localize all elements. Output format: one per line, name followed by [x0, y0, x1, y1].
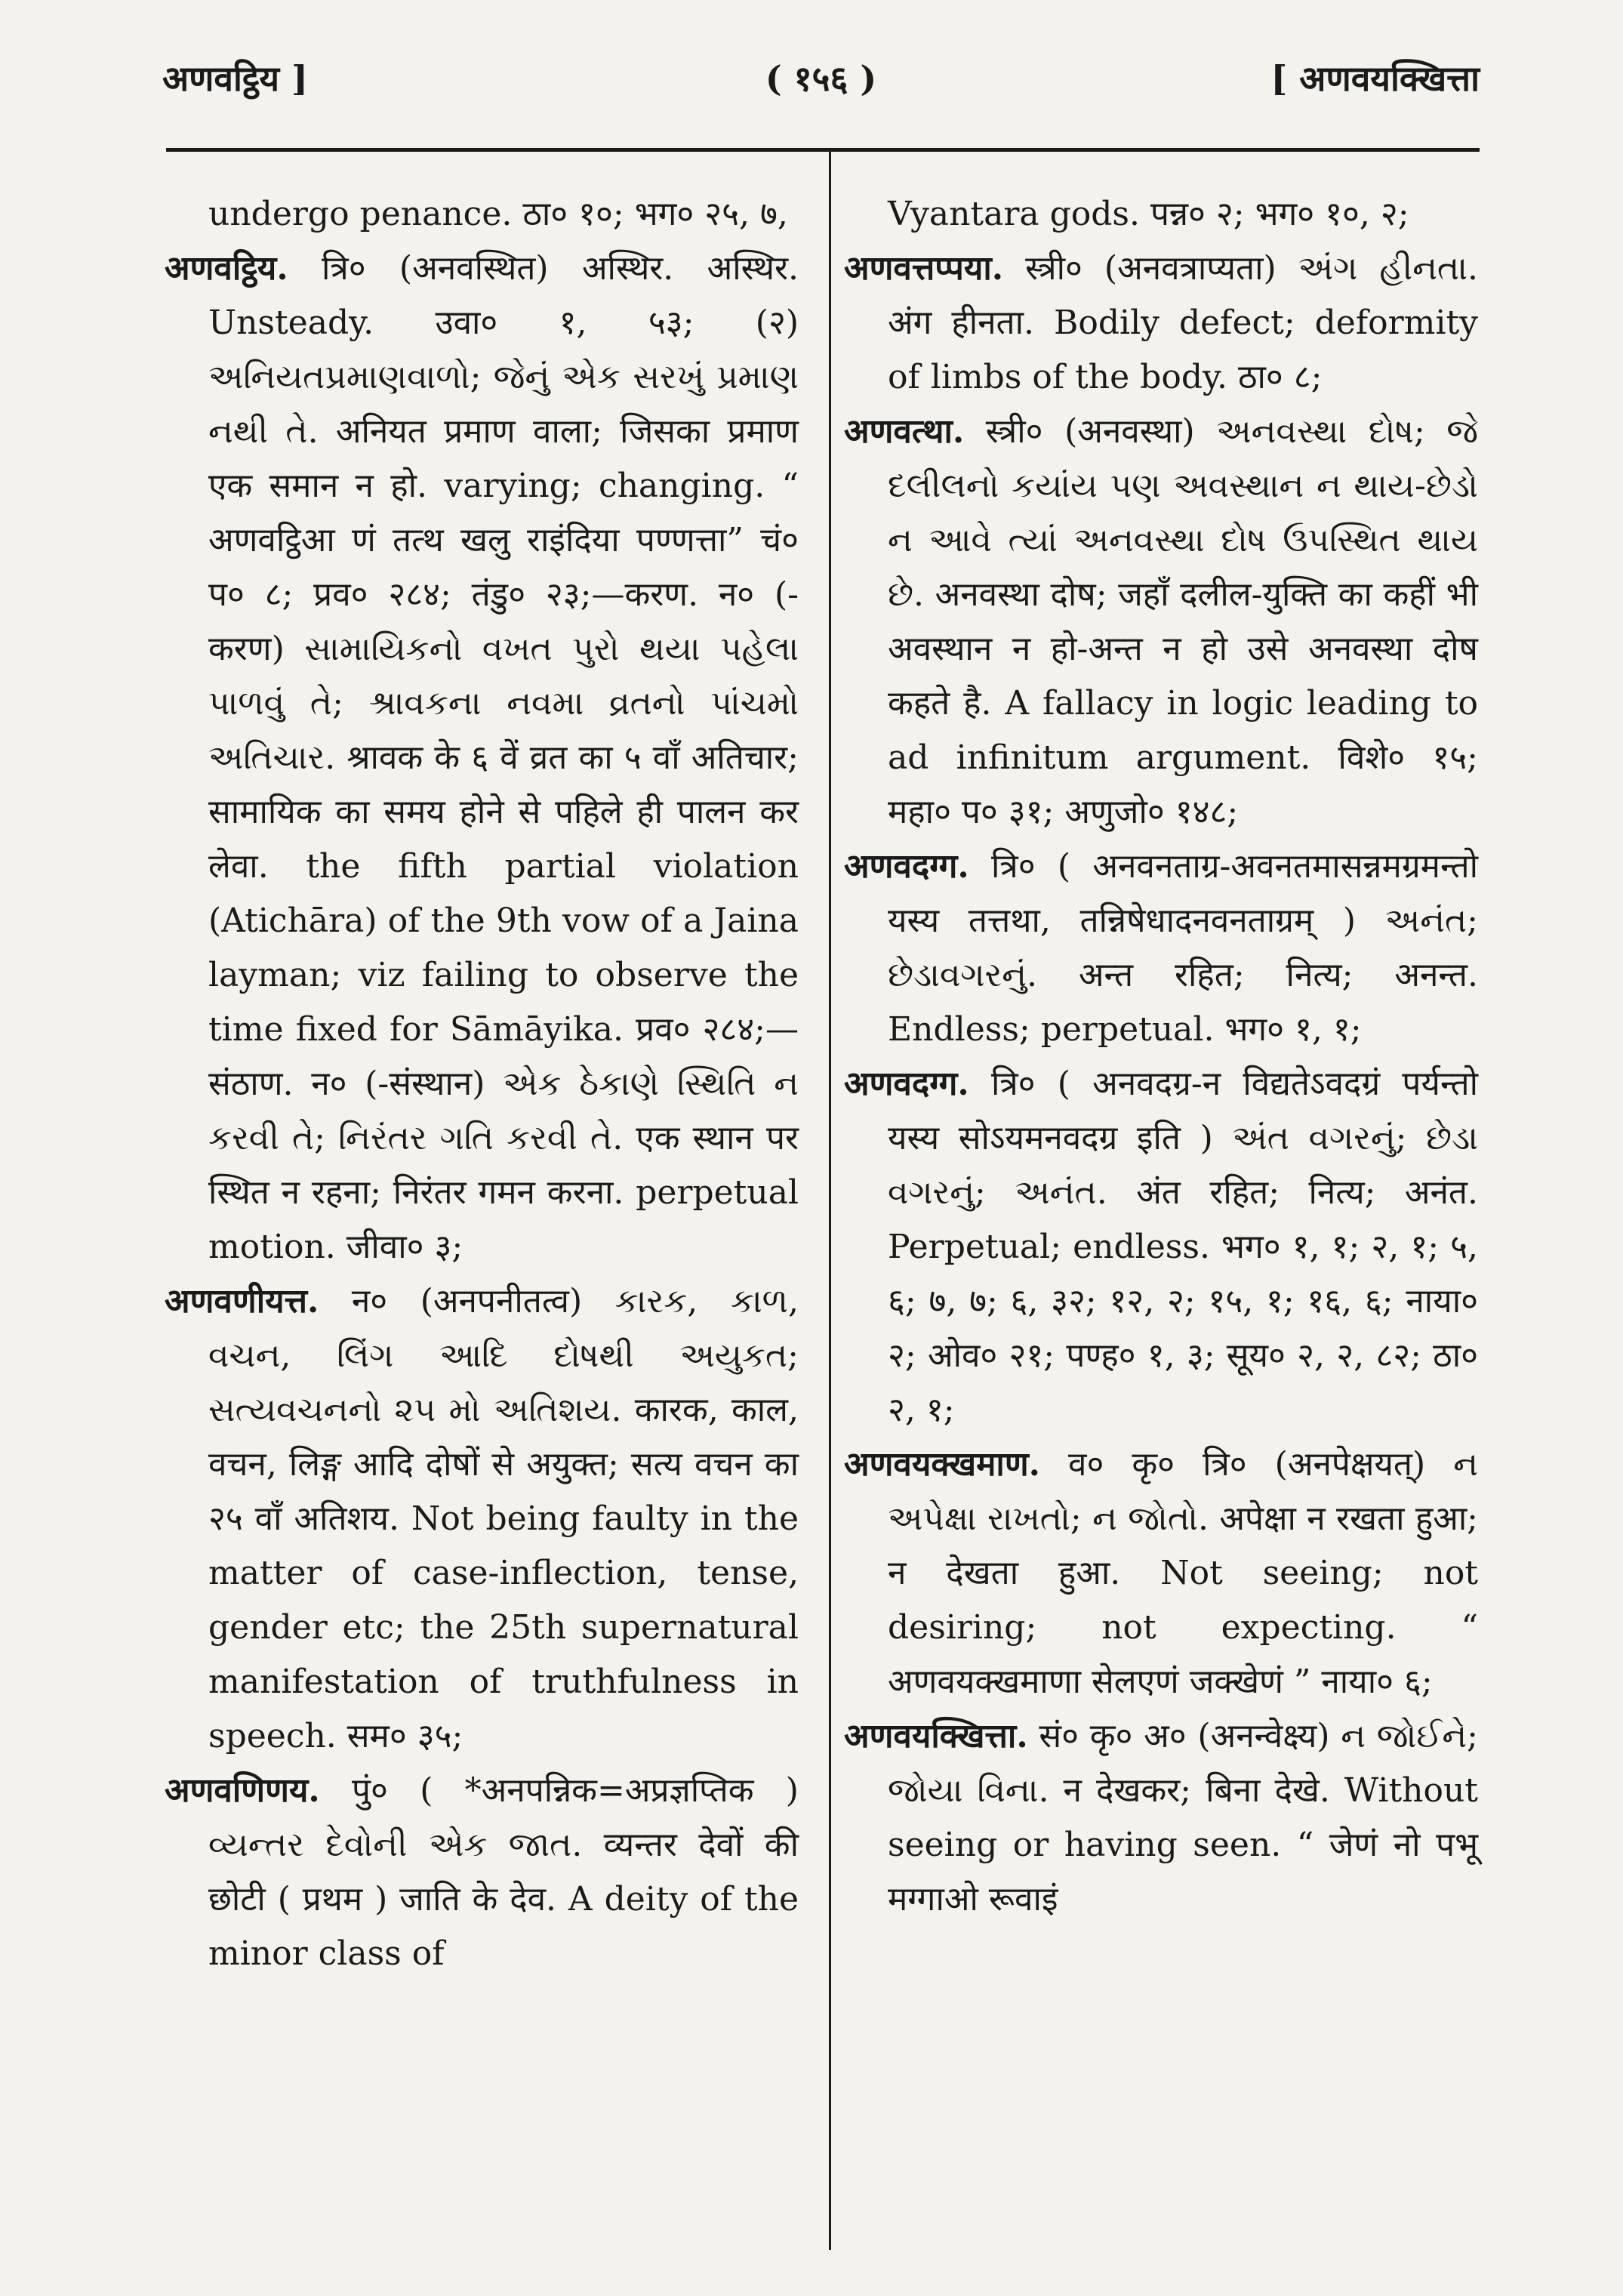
- header-right-guideword: [ अणवयक्खित्ता: [1270, 58, 1480, 99]
- left-column: [165, 187, 799, 1981]
- entry-continuation: undergo penance. ठा० १०; भग० २५, ७,: [208, 195, 788, 233]
- entry-headword: अणवत्तप्पया.: [844, 249, 1004, 288]
- entry-definition: स्त्री० (अनवस्था) અનવસ્થા દોષ; જે દલીલનો કયાંય પણ અવસ્થાન ન થાય-છેડો ન આવે ત્યાં અનવસ્થા દોષ ઉપસ્થિત થાય છે. अनवस्था दोष; जहाँ दलील-युक्ति का कहीं भी अवस्थान न हो-अन्त न हो उसे अनवस्था दोष कहते है. A fallacy in logic leading to ad infinitum argument. विशे० १५; महा० प० ३१; अणुजो० १४८;: [888, 412, 1478, 831]
- entry-definition: न० (अनपनीतत्व) કારક, કાળ, વચન, લિંગ આદિ દોષથી અયુકત; સત્યવચનનો ૨૫ મો અતિશય. कारक, काल, वचन, लिङ्ग आदि दोषों से अयुक्त; सत्य वचन का २५ वाँ अतिशय. Not being faulty in the matter of case-inflection, tense, gender etc; the 25th supernatural manifestation of truthfulness in speech. सम० ३५;: [208, 1282, 799, 1755]
- entry-continuation: Vyantara gods. पन्न० २; भग० १०, २;: [888, 195, 1409, 233]
- entry-headword: अणवत्था.: [844, 412, 965, 451]
- dictionary-entry: [844, 1709, 1478, 1927]
- entry-definition: व० कृ० त्रि० (अनपेक्षयत्) ન અપેક્ષા રાખતો; ન જોતો. अपेक्षा न रखता हुआ; न देखता हुआ. Not seeing; not desiring; not expecting. “ अणवयक्खमाणा सेलएणं जक्खेणं ” नाया० ६;: [888, 1445, 1478, 1701]
- entry-definition: पुं० ( *अनपन्निक=अप्रज्ञप्तिक ) વ્યન્તર દેવોની એક જાત. व्यन्तर देवों की छोटी ( प्रथम ) जाति के देव. A deity of the minor class of: [208, 1771, 799, 1973]
- header-rule: [166, 148, 1480, 152]
- entry-headword: अणवट्ठिय.: [165, 249, 288, 288]
- entry-headword: अणवयक्खित्ता.: [844, 1717, 1028, 1755]
- page-header: [162, 54, 1480, 115]
- entry-definition: त्रि० ( अनवनताग्र-अवनतमासन्नमग्रमन्तो यस्य तत्तथा, तन्निषेधादनवनताग्रम् ) અનંત; છેડાવગરનું. अन्त रहित; नित्य; अनन्त. Endless; perpetual. भग० १, १;: [888, 847, 1478, 1049]
- column-divider: [829, 151, 831, 2250]
- dictionary-entry: [165, 242, 799, 1274]
- right-column: [844, 187, 1478, 1927]
- dictionary-entry: [844, 1438, 1478, 1709]
- entry-headword: अणवणीयत्त.: [165, 1282, 319, 1321]
- dictionary-entry: [844, 405, 1478, 840]
- dictionary-entry: [844, 840, 1478, 1057]
- page-number: ( १५६ ): [765, 58, 877, 99]
- entry-headword: अणवयक्खमाण.: [844, 1445, 1040, 1484]
- entry-definition: त्रि० (अनवस्थित) अस्थिर. अस्थिर. Unsteady. उवा० १, ५३; (२) અનિયતપ્રમાણવાળો; જેનું એક સરખું પ્રમાણ નથી તે. अनियत प्रमाण वाला; जिसका प्रमाण एक समान न हो. varying; changing. “ अणवट्ठिआ णं तत्थ खलु राइंदिया पण्णत्ता” चं० प० ८; प्रव० २८४; तंडु० २३;—करण. न० (-करण) સામાયિકનો વખત પુરો થયા પહેલા પાળવું તે; શ્રાવકના નવમા વ્રતનો પાંચમો અતિચાર. श्रावक के ६ वें व्रत का ५ वाँ अतिचार; सामायिक का समय होने से पहिले ही पालन कर लेवा. the fifth partial violation (Atichāra) of the 9th vow of a Jaina layman; viz failing to observe the time fixed for Sāmāyika. प्रव० २८४;—संठाण. न० (-संस्थान) એક ઠેકાણે સ્થિતિ ન કરવી તે; નિરંતર ગતિ કરવી તે. एक स्थान पर स्थित न रहना; निरंतर गमन करना. perpetual motion. जीवा० ३;: [208, 249, 799, 1266]
- entry-definition: स्त्री० (अनवत्राप्यता) અંગ હીનતા. अंग हीनता. Bodily defect; deformity of limbs of the body. ठा० ८;: [888, 249, 1478, 396]
- entry-headword: अणवणिणय.: [165, 1771, 320, 1810]
- entry-definition: त्रि० ( अनवदग्र-न विद्यतेऽवदग्रं पर्यन्तो यस्य सोऽयमनवदग्र इति ) અંત વગરનું; છેડા વગરનું; અનંત. अंत रहित; नित्य; अनंत. Perpetual; endless. भग० १, १; २, १; ५, ६; ७, ७; ६, ३२; १२, २; १५, १; १६, ६; नाया० २; ओव० २१; पण्ह० १, ३; सूय० २, २, ८२; ठा० २, १;: [888, 1065, 1478, 1429]
- dictionary-entry: [165, 1274, 799, 1764]
- entry-headword: अणवदग्ग.: [844, 1065, 969, 1103]
- header-left-guideword: अणवट्ठिय ]: [162, 58, 308, 99]
- dictionary-entry: [165, 1764, 799, 1981]
- dictionary-entry: [844, 1057, 1478, 1438]
- entry-headword: अणवदग्ग.: [844, 847, 969, 886]
- dictionary-entry: [844, 242, 1478, 405]
- entry-definition: सं० कृ० अ० (अनन्वेक्ष्य) ન જોઈને; જોયા વિના. न देखकर; बिना देखे. Without seeing or having seen. “ जेणं नो पभू मग्गाओ रूवाइं: [888, 1717, 1478, 1918]
